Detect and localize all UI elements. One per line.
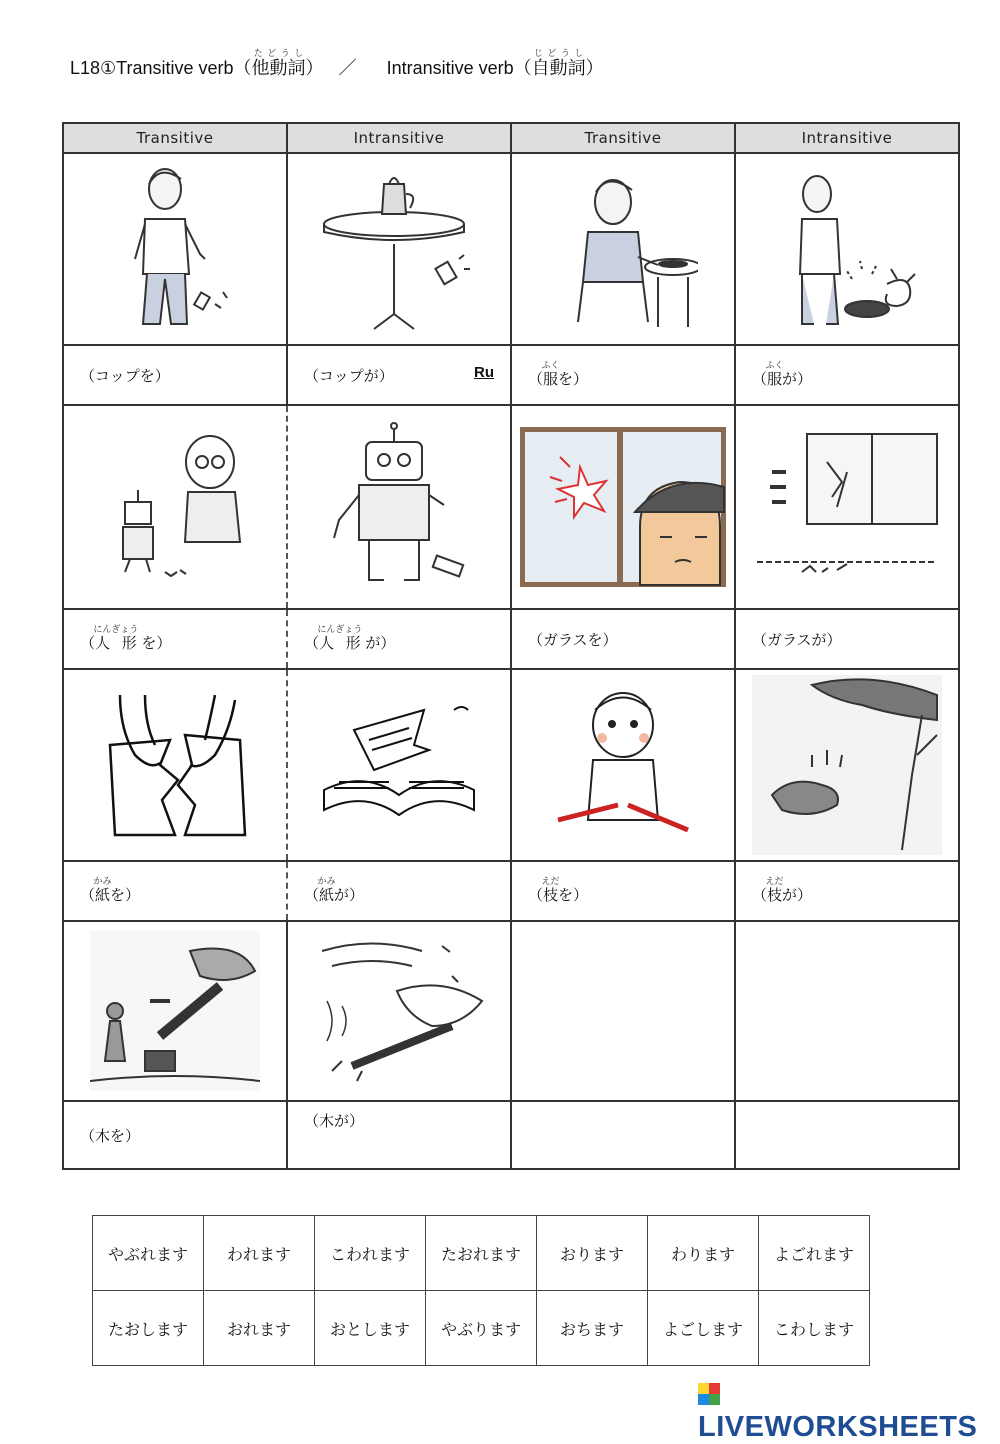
verb-option[interactable]: われます bbox=[204, 1216, 315, 1291]
hands-tearing-paper-image bbox=[90, 685, 260, 845]
label-eda-o bbox=[511, 861, 735, 921]
cell-hands-tearing-paper bbox=[63, 669, 287, 861]
label-ningyou-ga bbox=[287, 609, 511, 669]
label-ki-ga: （木が） bbox=[287, 1101, 511, 1169]
particle-ga: が） bbox=[334, 886, 365, 904]
particle-ga: が） bbox=[782, 886, 813, 904]
broken-window-image bbox=[752, 422, 942, 592]
cell-broken-window bbox=[735, 405, 959, 609]
cell-table-cup-falling bbox=[287, 153, 511, 345]
title-close: ） bbox=[305, 58, 324, 78]
man-dropping-cup-image bbox=[105, 164, 245, 334]
label-ningyou-o bbox=[63, 609, 287, 669]
paren: （ bbox=[528, 370, 544, 388]
cell-boy-breaking-window bbox=[511, 405, 735, 609]
verb-option[interactable]: たおれます bbox=[426, 1216, 537, 1291]
verb-choices-table bbox=[92, 1215, 870, 1366]
verb-option[interactable]: やぶります bbox=[426, 1291, 537, 1366]
cell-child-breaking-robot bbox=[63, 405, 287, 609]
ru-mark: Ru bbox=[474, 364, 494, 381]
worksheet-title bbox=[70, 48, 604, 80]
label-kami-o bbox=[63, 861, 287, 921]
header-transitive-1: Transitive bbox=[63, 123, 287, 153]
cell-broken-robot bbox=[287, 405, 511, 609]
table-cup-falling-image bbox=[314, 164, 484, 334]
kami-kanji: 紙かみ bbox=[317, 877, 336, 904]
cell-branch-fallen bbox=[735, 669, 959, 861]
particle-ga: が） bbox=[360, 634, 396, 652]
verb-option[interactable]: こわします bbox=[759, 1291, 870, 1366]
cell-empty-2 bbox=[735, 921, 959, 1101]
label-fuku-ga bbox=[735, 345, 959, 405]
verb-option[interactable]: たおします bbox=[93, 1291, 204, 1366]
label-ki-o: （木を） bbox=[63, 1101, 287, 1169]
particle-o: を） bbox=[136, 634, 172, 652]
liveworksheets-logo[interactable] bbox=[698, 1378, 1000, 1444]
cell-man-dropping-cup bbox=[63, 153, 287, 345]
title-slash: ／ bbox=[338, 58, 357, 78]
header-intransitive-1: Intransitive bbox=[287, 123, 511, 153]
label-empty-1 bbox=[511, 1101, 735, 1169]
particle-o: を） bbox=[558, 370, 589, 388]
verb-option[interactable]: わります bbox=[648, 1216, 759, 1291]
man-spilling-coffee-image bbox=[548, 162, 698, 337]
liveworksheets-icon bbox=[698, 1383, 720, 1405]
paren: （ bbox=[80, 886, 96, 904]
label-fuku-o bbox=[511, 345, 735, 405]
verb-option[interactable]: やぶれます bbox=[93, 1216, 204, 1291]
title-close-2: ） bbox=[585, 58, 604, 78]
paren: （ bbox=[752, 370, 768, 388]
verb-option[interactable]: こわれます bbox=[315, 1216, 426, 1291]
cell-tree-falling-wind bbox=[287, 921, 511, 1101]
label-empty-2 bbox=[735, 1101, 959, 1169]
label-eda-ga bbox=[735, 861, 959, 921]
paren: （ bbox=[80, 634, 96, 652]
paren: （ bbox=[752, 886, 768, 904]
transitive-kanji: 他動詞たどうし bbox=[251, 48, 306, 78]
label-cup-ga bbox=[287, 345, 511, 405]
torn-book-image bbox=[314, 690, 484, 840]
cell-empty-1 bbox=[511, 921, 735, 1101]
verb-option[interactable]: おとします bbox=[315, 1291, 426, 1366]
cell-dog-splashing-mud bbox=[735, 153, 959, 345]
eda-kanji: 枝えだ bbox=[541, 877, 560, 904]
verb-option[interactable]: おります bbox=[537, 1216, 648, 1291]
label-glass-ga: （ガラスが） bbox=[735, 609, 959, 669]
intransitive-kanji: 自動詞じどうし bbox=[531, 48, 586, 78]
paren: （ bbox=[528, 886, 544, 904]
ningyou-kanji: 人 形にんぎょう bbox=[317, 625, 363, 652]
cell-boy-breaking-branch bbox=[511, 669, 735, 861]
paren: （ bbox=[304, 634, 320, 652]
particle-o: を） bbox=[558, 886, 589, 904]
verb-picture-table bbox=[62, 122, 960, 1170]
label-glass-o: （ガラスを） bbox=[511, 609, 735, 669]
cell-torn-book bbox=[287, 669, 511, 861]
title-prefix: L18①Transitive verb（ bbox=[70, 58, 252, 78]
title-intrans-prefix: Intransitive verb（ bbox=[386, 58, 532, 78]
eda-kanji: 枝えだ bbox=[765, 877, 784, 904]
particle-ga: が） bbox=[782, 370, 813, 388]
cell-man-cutting-tree bbox=[63, 921, 287, 1101]
paren: （ bbox=[304, 886, 320, 904]
boy-breaking-branch-image bbox=[538, 680, 708, 850]
header-intransitive-2: Intransitive bbox=[735, 123, 959, 153]
broken-robot-image bbox=[314, 420, 484, 595]
man-cutting-tree-image bbox=[90, 931, 260, 1091]
ningyou-kanji: 人 形にんぎょう bbox=[93, 625, 139, 652]
label-cup-o: （コップを） bbox=[63, 345, 287, 405]
verb-option[interactable]: よごれます bbox=[759, 1216, 870, 1291]
verb-option[interactable]: おれます bbox=[204, 1291, 315, 1366]
label-cup-ga-text: （コップが） bbox=[304, 366, 394, 385]
fuku-kanji: 服ふく bbox=[541, 361, 560, 388]
dog-splashing-mud-image bbox=[772, 164, 922, 334]
label-kami-ga bbox=[287, 861, 511, 921]
brand-text: LIVEWORKSHEETS bbox=[698, 1411, 978, 1443]
fuku-kanji: 服ふく bbox=[765, 361, 784, 388]
header-transitive-2: Transitive bbox=[511, 123, 735, 153]
tree-falling-wind-image bbox=[312, 931, 487, 1091]
kami-kanji: 紙かみ bbox=[93, 877, 112, 904]
cell-man-spilling-coffee bbox=[511, 153, 735, 345]
boy-breaking-window-image bbox=[520, 427, 726, 587]
verb-option[interactable]: おちます bbox=[537, 1291, 648, 1366]
child-breaking-robot-image bbox=[90, 422, 260, 592]
particle-o: を） bbox=[110, 886, 141, 904]
verb-option[interactable]: よごします bbox=[648, 1291, 759, 1366]
branch-fallen-image bbox=[752, 675, 942, 855]
